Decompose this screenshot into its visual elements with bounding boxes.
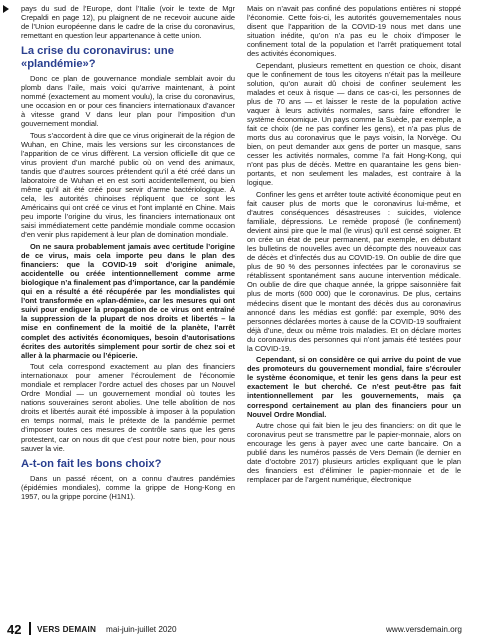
publication-name: VERS DEMAIN	[37, 625, 97, 634]
continuation-arrow-icon	[3, 5, 9, 13]
paragraph: pays du sud de l’Europe, dont l’Italie (voir le texte de Mgr Crepaldi en page 12), pu plaignent de ne recevoir aucune aide de l’Union européenne dans le cadre de la crise du coronavirus, remettant en question leur appartenance à cette union.	[21, 4, 235, 41]
bold-paragraph: On ne saura probablement jamais avec certitude l’origine de ce virus, mais cela importe peu dans le plan des financiers: que la COVID-19 soit d’origine animale, accidentelle ou créée intentionnellement comme arme biologique n’a finalement pas d’importance, car la pandémie qui en a résulté a été récupérée par les mondialistes qui l’ont transformée en «plan-démie», car les mesures qui ont suivi pour endiguer la propagation de ce virus ont entraîné la suppression de la plupart de nos droits et libertés – la mise en confinement de la moitié de la planète, l’arrêt complet des activités économiques, besoin d’autorisations écrites des autorités simplement pour sortir de chez soi et aller à la pharmacie ou l’épicerie.	[21, 242, 235, 360]
article-column-right	[247, 4, 461, 487]
section-heading-bons-choix: A-t-on fait les bons choix?	[21, 457, 162, 470]
paragraph: Tous s’accordent à dire que ce virus originerait de la région de Wuhan, en Chine, mais les versions sur les circonstances de l’apparition de ce virus diffèrent. La version officielle dit que ce virus provient d’un marché public où on vend des animaux, tandis que d’autres sources prétendent qu’il a été créé dans un laboratoire de Wuhan et en est sorti accidentellement, ou bien même qu’il ait été créé pour servir d’arme bactériologique. À cela, les autorités chinoises répliquent que ce sont les Américains qui ont créé ce virus et l’ont implanté en Chine. Mais peu importe l’origine du virus, les financiers internationaux ont saisi immédiatement cette pandémie mondiale comme occasion d’en venir plus rapidement à leur plan de domination mondiale.	[21, 130, 235, 240]
paragraph: Tout cela correspond exactement au plan des financiers internationaux pour amener l’écroulement de l’économie mondiale et remplacer l’ordre actuel des choses par un Nouvel Ordre Mondial — un gouvernement mondial où toutes les nations souveraines seront abolies. Une telle abolition de nos droits et libertés aurait été impossible à imposer à la population en temps normal, mais le prétexte de la pandémie permet d’imposer toutes ces mesures de contrôle sans que les gens protestent, car on nous dit que c’est pour notre bien, pour nous sauver la vie.	[21, 362, 235, 453]
website-link[interactable]: www.versdemain.org	[386, 625, 462, 634]
paragraph: Mais on n’avait pas confiné des populations entières ni stoppé l’économie. Cette fois-ci, les autorités gouvernementales nous disent que l’apparition de la COVID-19 nous met dans une situation inédite, qu’on n’a pas eu le choix d’imposer le confinement total de la population et l’arrêt pratiquement total des activités économiques.	[247, 4, 461, 59]
paragraph: Cependant, plusieurs remettent en question ce choix, disant que le confinement de tous les citoyens n’était pas la meilleure solution, qu’on aurait dû choisi de confiner seulement les malades et ceux à risque — dans ce cas-ci, les personnes de plus de 70 ans — et laisser le reste de la population active vaquer à leurs activités normales, sans faire effondrer le système économique. Un pays comme la Suède, par exemple, a fait ce choix (de ne pas confiner les gens), et n’a pas plus de morts dus au coronavirus que le pays voisin, la Norvège. Ou bien, on peut demander aux gens de porter un masque, sans cesser les activités normales, comme l’a fait Hong-Kong, qui n’ont pas plus de décès. Mettre en quarantaine les gens bien-portants, et non seulement les malades, est contraire à la logique.	[247, 60, 461, 188]
paragraph: Dans un passé récent, on a connu d’autres pandémies (épidémies mondiales), comme la grippe de Hong-Kong en 1957, ou la grippe porcine (H1N1).	[21, 474, 235, 502]
bold-paragraph: Cependant, si on considère ce qui arrive du point de vue des promoteurs du gouvernement mondial, faire s’écrouler le système économique, et tenir les gens dans la peur est exactement le but cherché. Ce n’est peut-être pas fait intentionnellement par les gouvernements, mais ça correspond certainement au plan des financiers pour un Nouvel Ordre Mondial.	[247, 355, 461, 419]
paragraph: Donc ce plan de gouvernance mondiale semblait avoir du plomb dans l’aile, mais voici qu’arrive maintenant, à point nommé (exactement au moment voulu), la crise du coronavirus, une occasion en or pour ces financiers internationaux d’avancer à vitesse grand V dans leur plan pour l’imposition d’un gouvernement mondial.	[21, 74, 235, 129]
issue-date: mai-juin-juillet 2020	[106, 625, 177, 634]
section-heading-plandemie: La crise du coronavirus: une «plandémie»?	[21, 45, 174, 70]
article-column-left	[21, 4, 235, 504]
footer-divider	[29, 622, 31, 635]
page-number: 42	[7, 622, 22, 637]
paragraph: Confiner les gens et arrêter toute activité économique peut en fait causer plus de morts que le coronavirus lui-même, et d’autres conséquences désastreuses : suicides, violence familiale, dépressions. Le remède proposé (le confinement) devient ainsi pire que le mal (le virus) qu’il est censé soigner. Et on crée un état de peur permanent, par exemple, en débutant les bulletins de nouvelles avec un décompte des nouveaux cas de décès et d’infectés dus au COVID-19. On oublie de dire que plus de 90 % des personnes infectées par le coronavirus se rétablissent spontanément sans aucune intervention médicale. On oublie de dire que chaque année, la grippe saisonnière fait plus de morts (600 000) que le coronavirus. De plus, certains médecins disent que le montant des décès dus au coronavirus annoncé dans les médias est gonflé: par exemple, 90% des personnes déclarées mortes à cause de la COVID-19 souffraient déjà d’une, deux ou même trois maladies. Et on déclare mortes du coronavirus des personnes qui n’ont jamais été testées pour la COVID-19.	[247, 189, 461, 353]
paragraph: Autre chose qui fait bien le jeu des financiers: on dit que le coronavirus peut se transmettre par le papier-monnaie, alors on encourage les gens à payer avec une carte bancaire. On a publié dans les numéros passés de Vers Demain (le dernier en date d’octobre 2017) plusieurs articles expliquant que le plan des financiers est d’éliminer le papier-monnaie et de le remplacer par de l’argent numérique, électronique	[247, 421, 461, 485]
page-footer	[0, 614, 480, 642]
